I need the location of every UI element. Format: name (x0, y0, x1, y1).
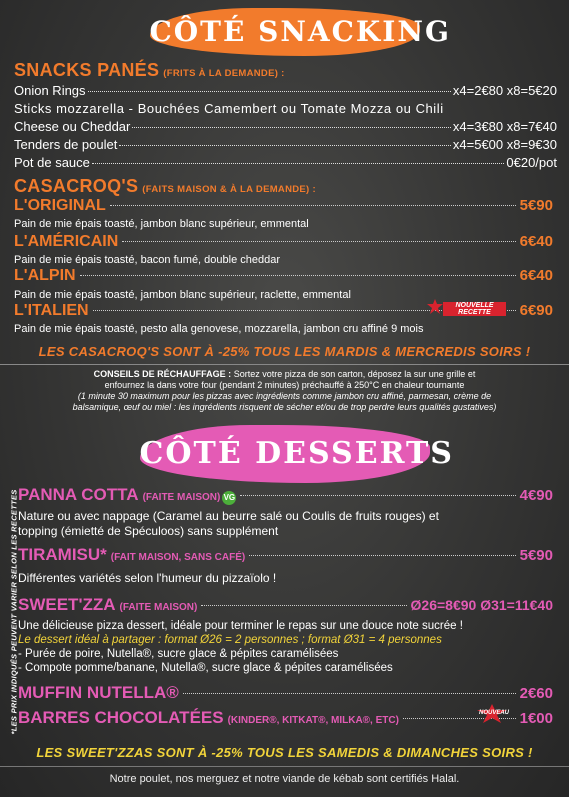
dot-leader (88, 91, 451, 92)
item-name: L'ALPIN (14, 267, 76, 284)
casacroq-subtitle: (FAITS MAISON & À LA DEMANDE) : (142, 184, 316, 195)
item-name: L'ITALIEN (14, 302, 89, 319)
item-price: 4€90 (519, 487, 553, 504)
item-price: Ø26=8€90 Ø31=11€40 (410, 597, 553, 613)
vegetarian-badge: VG (222, 491, 236, 505)
reheat-advice (14, 369, 555, 413)
new-badge-text: NOUVEAU (479, 710, 510, 716)
dot-leader (183, 693, 516, 694)
dessert-item (18, 485, 553, 505)
snack-label: Pot de sauce (14, 155, 90, 170)
casacroq-section-title (14, 176, 316, 197)
item-subtitle: (FAITE MAISON) (119, 602, 198, 613)
desserts-title: CÔTÉ DESSERTS (139, 436, 454, 471)
dot-leader (92, 163, 505, 164)
item-description: Pain de mie épais toasté, pesto alla genovese, mozzarella, jambon cru affiné 9 mois (14, 323, 424, 335)
dot-leader (122, 241, 515, 242)
dessert-item (18, 708, 553, 728)
new-badge (476, 704, 516, 724)
sweetzza-promo: LES SWEET'ZZAS SONT À -25% TOUS LES SAMEDIS & DIMANCHES SOIRS ! (36, 745, 533, 760)
item-name: TIRAMISU* (18, 545, 107, 564)
reheat-text: Sortez votre pizza de son carton, déposez la sur une grille et (233, 369, 476, 379)
item-name: MUFFIN NUTELLA® (18, 683, 179, 702)
reheat-text: balsamique, œuf ou miel : les ingrédients risquent de sécher et/ou de trop perdre leurs qualités gustatives) (72, 402, 497, 412)
snack-label: Tenders de poulet (14, 137, 118, 152)
item-description: Pain de mie épais toasté, jambon blanc supérieur, raclette, emmental (14, 289, 351, 301)
snack-line (14, 155, 557, 170)
halal-footer: Notre poulet, nos merguez et notre viande de kébab sont certifiés Halal. (109, 773, 460, 785)
casacroq-item (14, 197, 553, 215)
item-price: 6€40 (519, 233, 553, 250)
reheat-text: (1 minute 30 maximum pour les pizzas avec ingrédients comme jambon cru affiné, parmesan, crème de (77, 391, 492, 401)
item-price: 2€60 (519, 685, 553, 702)
item-price: 6€40 (519, 267, 553, 284)
dot-leader (110, 205, 516, 206)
reheat-text: enfournez la dans votre four (pendant 2 minutes) préchauffé à 250°C en chaleur tournante (104, 380, 465, 390)
snack-line (14, 101, 557, 116)
item-price: 1€00 (519, 710, 553, 727)
dot-leader (201, 605, 406, 606)
item-name: SWEET'ZZA (18, 595, 116, 614)
snack-price: x4=2€80 x8=5€20 (452, 83, 557, 98)
dessert-item (18, 683, 553, 703)
snack-label: Cheese ou Cheddar (14, 119, 131, 134)
footer-divider (0, 766, 569, 767)
desc-line: Le dessert idéal à partager : format Ø26 = 2 personnes ; format Ø31 = 4 personnes (18, 634, 442, 646)
dessert-item (18, 545, 553, 565)
snack-label: Sticks mozzarella - Bouchées Camembert ou Tomate Mozza ou Chili (14, 101, 444, 116)
item-name: L'ORIGINAL (14, 197, 106, 214)
reheat-line (14, 369, 555, 380)
snacks-subtitle: (FRITS À LA DEMANDE) : (163, 68, 285, 79)
item-name: PANNA COTTA (18, 485, 139, 504)
divider (0, 364, 569, 365)
dot-leader (132, 127, 451, 128)
snack-label: Onion Rings (14, 83, 86, 98)
desc-line: Nature ou avec nappage (Caramel au beurre salé ou Coulis de fruits rouges) et (18, 509, 439, 523)
item-price: 5€90 (519, 547, 553, 564)
snack-line (14, 83, 557, 98)
desc-line: - Compote pomme/banane, Nutella®, sucre glace & pépites caramélisées (18, 662, 393, 674)
new-recipe-badge (426, 299, 506, 315)
snack-line (14, 119, 557, 134)
price-variation-note: *LES PRIX INDIQUÉS PEUVENT VARIER SELON LES RECETTES (9, 489, 19, 735)
item-subtitle: (FAITE MAISON) (142, 492, 221, 503)
red-star-icon (426, 299, 444, 315)
dot-leader (240, 495, 515, 496)
item-name: L'AMÉRICAIN (14, 233, 119, 250)
snacking-banner (149, 8, 451, 56)
casacroq-item (14, 267, 553, 285)
snack-price: x4=5€00 x8=9€30 (452, 137, 557, 152)
desc-line: - Purée de poire, Nutella®, sucre glace & pépites caramélisées (18, 648, 339, 660)
new-recipe-text: NOUVELLE RECETTE (443, 302, 506, 316)
item-price: 5€90 (519, 197, 553, 214)
item-name: BARRES CHOCOLATÉES (18, 708, 224, 727)
snacks-section-title (14, 60, 285, 81)
item-description (18, 619, 557, 675)
dessert-item (18, 595, 553, 615)
snacking-title: CÔTÉ SNACKING (149, 15, 451, 48)
snack-line (14, 137, 557, 152)
item-price: 6€90 (519, 302, 553, 319)
casacroq-title: CASACROQ'S (14, 176, 139, 196)
dot-leader (119, 145, 451, 146)
item-description: Pain de mie épais toasté, bacon fumé, double cheddar (14, 254, 281, 266)
reheat-label: CONSEILS DE RÉCHAUFFAGE : (93, 369, 232, 379)
item-subtitle: (KINDER®, KITKAT®, MILKA®, ETC) (227, 715, 399, 726)
snack-price: x4=3€80 x8=7€40 (452, 119, 557, 134)
dot-leader (80, 275, 516, 276)
snacks-title: SNACKS PANÉS (14, 60, 160, 80)
item-description: Pain de mie épais toasté, jambon blanc supérieur, emmental (14, 218, 309, 230)
item-subtitle: (FAIT MAISON, SANS CAFÉ) (110, 552, 246, 563)
snack-price: 0€20/pot (506, 155, 557, 170)
item-description: Différentes variétés selon l'humeur du pizzaïolo ! (18, 571, 277, 585)
desc-line: topping (émietté de Spéculoos) sans supplément (18, 524, 279, 538)
casacroq-item (14, 233, 553, 251)
desserts-banner (139, 425, 454, 483)
item-description (18, 509, 557, 539)
desc-line: Une délicieuse pizza dessert, idéale pour terminer le repas sur une douce note sucrée ! (18, 620, 463, 632)
dot-leader (249, 555, 515, 556)
casacroq-promo: LES CASACROQ'S SONT À -25% TOUS LES MARDIS & MERCREDIS SOIRS ! (38, 344, 531, 359)
